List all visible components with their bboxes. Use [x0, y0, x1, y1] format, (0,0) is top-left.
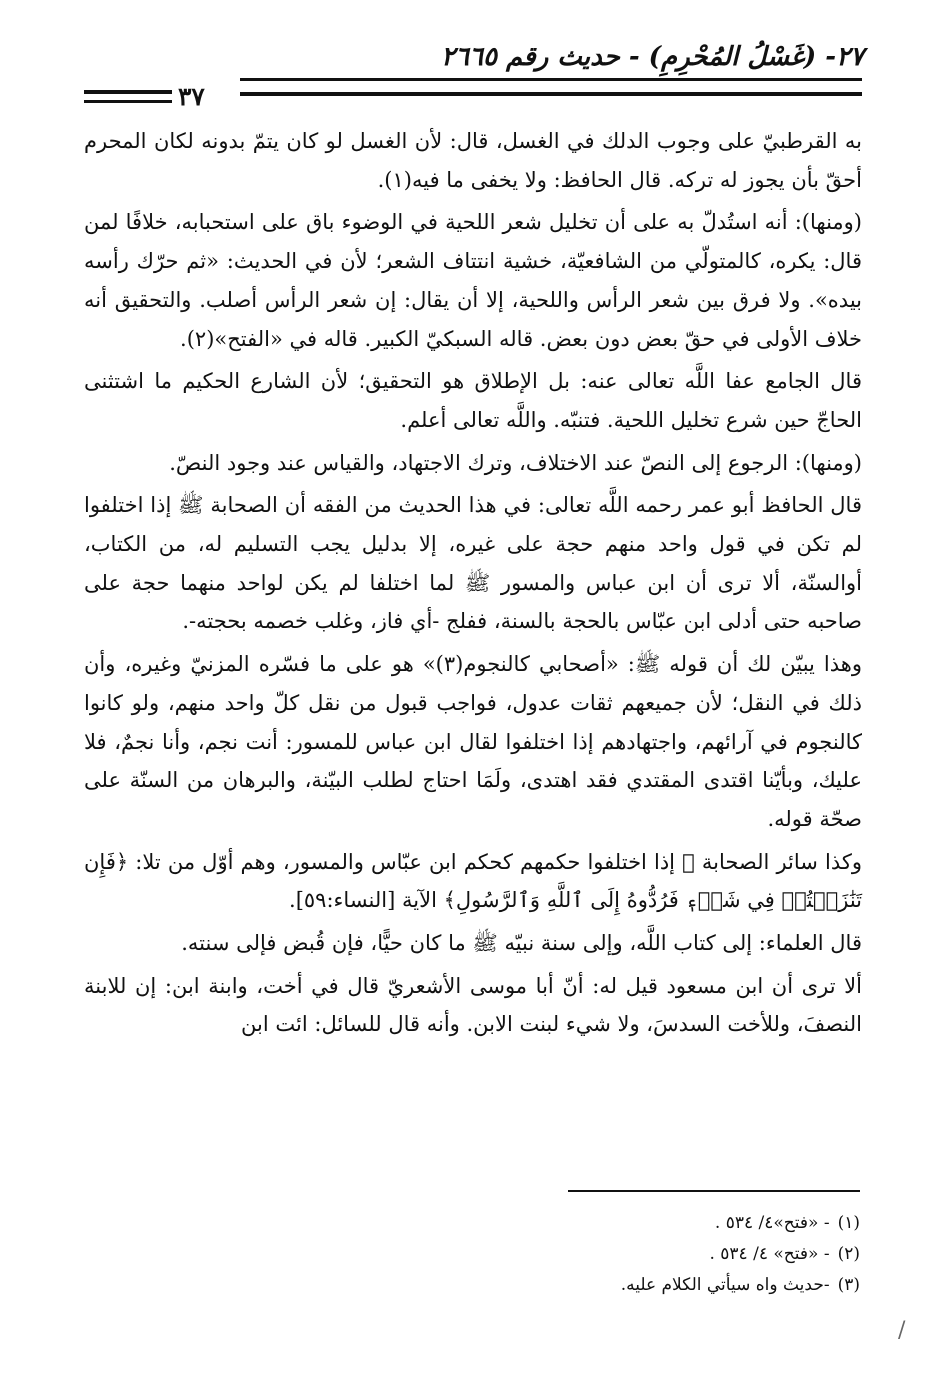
paragraph: قال الجامع عفا اللَّه تعالى عنه: بل الإطلاق هو التحقيق؛ لأن الشارع الحكيم ما اشتثنى الحاجّ حين شرع تخليل اللحية. فتنبّه. واللَّه تعالى أعلم. [84, 369, 862, 432]
header-rule-left-2 [84, 100, 172, 103]
header-rule-top [240, 78, 862, 81]
footnote-number: (٢) [837, 1244, 860, 1264]
paragraph: قال العلماء: إلى كتاب اللَّه، وإلى سنة نبيّه ﷺ ما كان حيًّا، فإن قُبض فإلى سنته. [181, 931, 862, 956]
footnotes [340, 1208, 860, 1301]
footnote [340, 1239, 860, 1270]
footnote-number: (٣) [837, 1275, 860, 1295]
footnote-text: - «فتح» ٤/ ٥٣٤ . [709, 1244, 830, 1264]
paragraph: قال الحافظ أبو عمر رحمه اللَّه تعالى: في هذا الحديث من الفقه أن الصحابة ﷺ إذا اختلفوا لم تكن في قول واحد منهم حجة على غيره، إلا بدليل يجب التسليم له، من الكتاب، أوالسنّة، ألا ترى أن ابن عباس والمسور ﷺ لما اختلفا لم يكن لواحد منهما حجة على صاحبه حتى أدلى ابن عبّاس بالحجة بالسنة، ففلج -أي فاز، وغلب خصمه بحجته-. [84, 493, 862, 634]
main-text [84, 122, 862, 1048]
footnote [340, 1270, 860, 1301]
running-header-title: ٢٧- (غَسْلُ المُحْرِمِ) - حديث رقم ٢٦٦٥ [441, 42, 864, 72]
paragraph: به القرطبيّ على وجوب الدلك في الغسل، قال: لأن الغسل لو كان يتمّ بدونه لكان المحرم أحقّ بأن يجوز له تركه. قال الحافظ: ولا يخفى ما فيه(١). [84, 129, 862, 192]
footnote-text: -حديث واه سيأتي الكلام عليه. [620, 1275, 830, 1295]
footnote-text: - «فتح»٤/ ٥٣٤ . [714, 1213, 830, 1233]
paragraph: (ومنها): الرجوع إلى النصّ عند الاختلاف، وترك الاجتهاد، والقياس عند وجود النصّ. [169, 450, 862, 475]
paragraph: (ومنها): أنه استُدلّ به على أن تخليل شعر اللحية في الوضوء باق على استحبابه، خلافًا لمن قال: يكره، كالمتولّي من الشافعيّة، خشية انتتاف الشعر؛ لأن في الحديث: «ثم حرّك رأسه بيده». ولا فرق بين شعر الرأس واللحية، إلا أن يقال: إن شعر الرأس أصلب. والتحقيق أنه خلاف الأولى في حقّ بعض دون بعض. قاله السبكيّ الكبير. قاله في «الفتح»(٢). [84, 210, 862, 351]
scan-mark: / [898, 1318, 906, 1343]
page-number: ٣٧ [178, 82, 205, 111]
footnote [340, 1208, 860, 1239]
header-rule-left-1 [84, 90, 172, 94]
paragraph: وهذا يبيّن لك أن قوله ﷺ: «أصحابي كالنجوم(٣)» هو على ما فسّره المزنيّ وغيره، وأن ذلك في النقل؛ لأن جميعهم ثقات عدول، فواجب قبول من نقل كلّ واحد منهم، ولو كانوا كالنجوم في آرائهم، واجتهادهم إذا اختلفوا لقال ابن عباس للمسور: أنت نجم، وأنا نجمٌ، فلا عليك، وبأيّنا اقتدى المقتدي فقد اهتدى، ولَمَا احتاج لطلب البيّنة، والبرهان من السنّة على صحّة قوله. [84, 652, 862, 831]
header-rule-main [240, 92, 862, 96]
footnote-separator [568, 1190, 860, 1192]
paragraph: وكذا سائر الصحابة ﷺ إذا اختلفوا حكمهم كحكم ابن عبّاس والمسور، وهم أوّل من تلا: ﴿فَإِن تَنَٰزَعۡتُمۡ فِي شَيۡءٖ فَرُدُّوهُ إِلَى ٱللَّهِ وَٱلرَّسُولِ﴾ الآية [النساء:٥٩]. [84, 849, 862, 913]
footnote-number: (١) [837, 1213, 860, 1233]
paragraph: ألا ترى أن ابن مسعود قيل له: أنّ أبا موسى الأشعريّ قال في أخت، وابنة ابن: إن للابنة النصفَ، وللأخت السدسَ، ولا شيء لبنت الابن. وأنه قال للسائل: ائت ابن [84, 973, 862, 1037]
